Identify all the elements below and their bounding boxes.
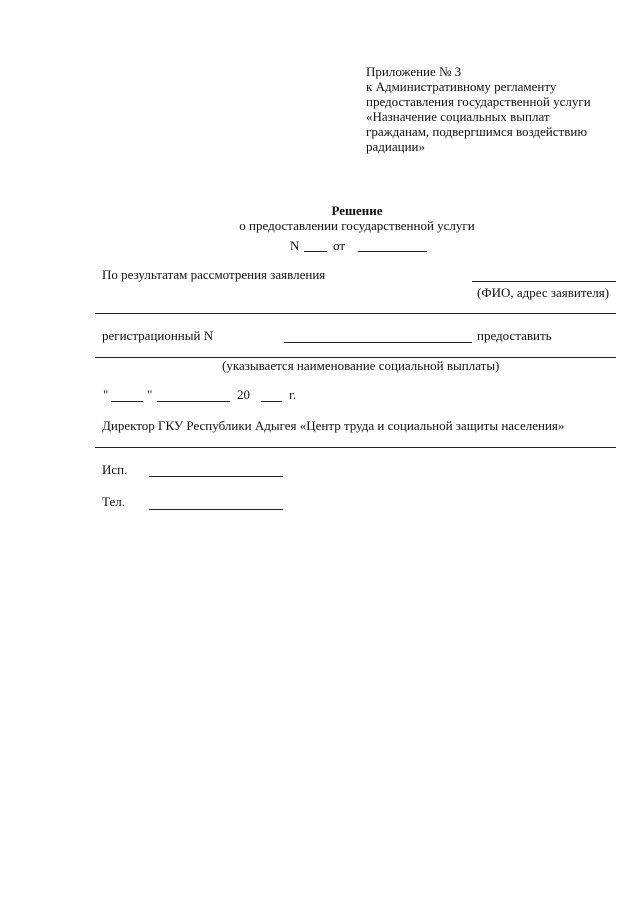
decision-date-field[interactable] [358, 251, 427, 252]
director-line: Директор ГКУ Республики Адыгея «Центр труда и социальной защиты населения» [102, 418, 565, 433]
decision-subtitle: о предоставлении государственной услуги [239, 218, 475, 233]
reg-number-field[interactable] [284, 342, 472, 343]
date-day-field[interactable] [111, 401, 143, 402]
applicant-caption: (ФИО, адрес заявителя) [477, 285, 610, 300]
appendix-line: радиации» [366, 139, 425, 154]
appendix-line: гражданам, подвергшимся воздействию [366, 124, 588, 139]
appendix-line: «Назначение социальных выплат [366, 109, 550, 124]
decision-number-label: N [290, 238, 300, 253]
decision-date-label: от [333, 238, 346, 253]
director-signature-field[interactable] [95, 447, 616, 448]
executor-field[interactable] [149, 476, 283, 477]
executor-label: Исп. [102, 462, 128, 477]
reg-number-label: регистрационный N [102, 328, 214, 343]
date-year-field[interactable] [261, 401, 282, 402]
payment-caption: (указывается наименование социальной выплаты) [222, 358, 500, 373]
appendix-line: к Административному регламенту [366, 79, 557, 94]
decision-number-field[interactable] [304, 251, 327, 252]
date-year-suffix: г. [289, 387, 297, 402]
appendix-line: предоставления государственной услуги [366, 94, 591, 109]
results-label: По результатам рассмотрения заявления [102, 267, 326, 282]
grant-label: предоставить [477, 328, 552, 343]
date-year-prefix: 20 [237, 387, 250, 402]
decision-title: Решение [331, 203, 383, 218]
date-month-field[interactable] [157, 401, 230, 402]
applicant-inline-field[interactable] [472, 281, 616, 282]
appendix-line: Приложение № 3 [366, 64, 462, 79]
applicant-full-field[interactable] [95, 313, 616, 314]
phone-label: Тел. [102, 494, 125, 509]
phone-field[interactable] [149, 509, 283, 510]
date-quote-close: " [147, 387, 153, 402]
date-quote-open: " [103, 387, 109, 402]
